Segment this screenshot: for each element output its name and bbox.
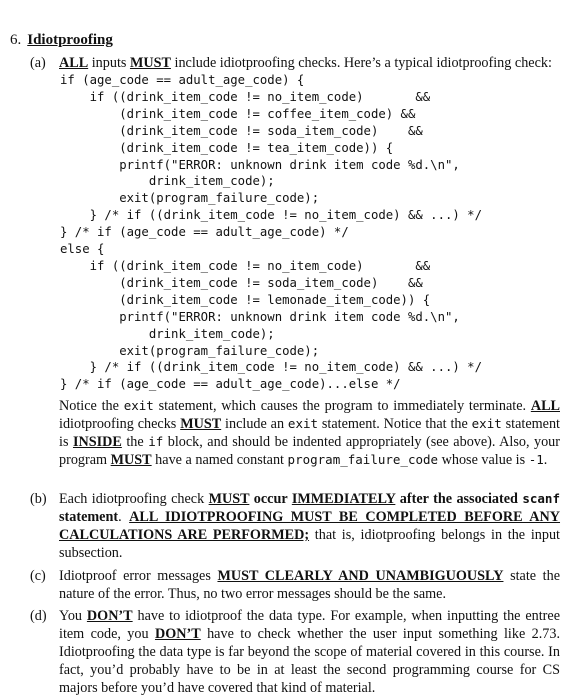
item-a-notice	[30, 397, 560, 469]
item-d-label: (d)	[30, 608, 47, 624]
section-title: Idiotproofing	[27, 32, 113, 48]
item-c	[30, 567, 560, 603]
item-c-text: Idiotproof error messages MUST CLEARLY AND UNAMBIGUOUSLY state the nature of the error. Thus, no two error messages should be the same.	[59, 568, 560, 602]
item-b-text: Each idiotproofing check MUST occur IMMEDIATELY after the associated scanf statement. ALL IDIOTPROOFING MUST BE COMPLETED BEFORE ANY CALCULATIONS ARE PERFORMED; that is, idiotproofing belongs in the input subsection.	[59, 491, 561, 561]
section-heading	[10, 32, 113, 49]
section-number: 6.	[10, 32, 22, 48]
item-a-label: (a)	[30, 55, 46, 71]
item-b	[30, 490, 560, 562]
item-c-label: (c)	[30, 568, 46, 584]
notice-paragraph: Notice the exit statement, which causes the program to immediately terminate. ALL idiotproofing checks MUST include an exit statement. Notice that the exit statement is INSIDE the if block, and should be indented appropriately (see above). Also, your program MUST have a named constant program_failure_code whose value is -1.	[59, 398, 561, 468]
code-example: if (age_code == adult_age_code) { if ((drink_item_code != no_item_code) && (drink_item_code != coffee_item_code) && (drink_item_code != soda_item_code) && (drink_item_code != tea_item_code)) { printf("ERROR: unknown drink item code %d.\n", drink_item_code); exit(program_failure_code); } /* if ((drink_item_code != no_item_code) && ...) */ } /* if (age_code == adult_age_code) */ else { if ((drink_item_code != no_item_code) && (drink_item_code != soda_item_code) && (drink_item_code != lemonade_item_code)) { printf("ERROR: unknown drink item code %d.\n", drink_item_code); exit(program_failure_code); } /* if ((drink_item_code != no_item_code) && ...) */ } /* if (age_code == adult_age_code)...else */	[60, 73, 482, 392]
item-a-intro: ALL inputs MUST include idiotproofing checks. Here’s a typical idiotproofing check:	[59, 55, 552, 71]
item-a	[30, 54, 560, 72]
item-b-label: (b)	[30, 491, 47, 507]
item-d	[30, 607, 560, 697]
item-d-text: You DON’T have to idiotproof the data type. For example, when inputting the entree item code, you DON’T have to check whether the user input something like 2.73. Idiotproofing the data type is far beyond the scope of material covered in this course. In fact, you’d probably have to be in at least the second programming course for CS majors before you’d have covered that kind of material.	[59, 608, 560, 696]
